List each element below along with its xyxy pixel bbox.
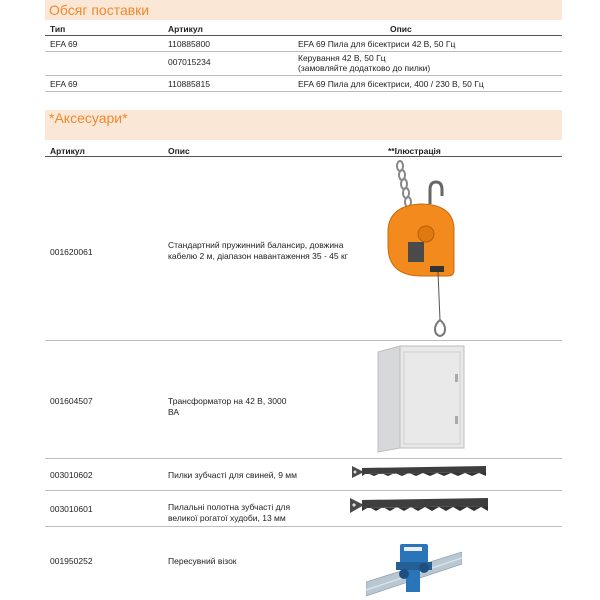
accessories-title: *Аксесуари* [49,110,128,126]
acc-row-description: Пилки зубчасті для свиней, 9 мм [168,470,297,480]
scope-row-description: EFA 69 Пила для бісектриси, 400 / 230 В, 50 Гц [298,79,484,89]
scope-header-article: Артикул [168,24,203,34]
acc-header-illustration: **Ілюстрація [388,146,441,156]
scope-row-type: EFA 69 [50,79,78,89]
acc-row-article: 001604507 [50,396,93,406]
scope-section-header [45,0,562,20]
trolley-icon [366,530,462,600]
acc-row-description: Пересувний візок [168,556,237,566]
scope-title: Обсяг поставки [49,2,150,18]
acc-row-article: 003010602 [50,470,93,480]
acc-row-description: Пилальні полотна зубчасті для [168,502,291,512]
acc-header-rule [45,156,562,157]
row-divider [45,75,562,76]
scope-row-description: EFA 69 Пила для бісектриси 42 В, 50 Гц [298,39,456,49]
acc-header-description: Опис [168,146,190,156]
scope-row-type: EFA 69 [50,39,78,49]
saw-blade-icon [352,462,486,482]
acc-header-article: Артикул [50,146,85,156]
accessories-section-header [45,110,562,140]
row-divider [45,51,562,52]
scope-row-article: 007015234 [168,57,211,67]
scope-header-type: Тип [50,24,66,34]
acc-row-article: 001950252 [50,556,93,566]
row-divider [45,526,562,527]
scope-row-article: 110885800 [168,39,210,49]
acc-row-description-line2: великої рогатої худоби, 13 мм [168,513,286,523]
row-divider [45,91,562,92]
saw-blade-large-icon [350,494,488,518]
scope-header-rule [45,35,562,36]
spring-balancer-icon [380,160,460,338]
row-divider [45,490,562,491]
scope-row-description-line2: (замовляйте додатково до пилки) [298,63,431,73]
acc-row-article: 003010601 [50,504,93,514]
acc-row-description-line2: кабелю 2 м, діапазон навантаження 35 - 45 кг [168,251,348,261]
scope-row-article: 110885815 [168,79,210,89]
scope-row-description: Керування 42 В, 50 Гц [298,53,386,63]
scope-header-description: Опис [390,24,412,34]
transformer-cabinet-icon [376,344,466,454]
acc-row-article: 001620061 [50,247,93,257]
acc-row-description: Стандартний пружинний балансир, довжина [168,240,344,250]
acc-row-description: Трансформатор на 42 В, 3000 [168,396,287,406]
row-divider [45,340,562,341]
row-divider [45,458,562,459]
acc-row-description-line2: ВА [168,407,180,417]
